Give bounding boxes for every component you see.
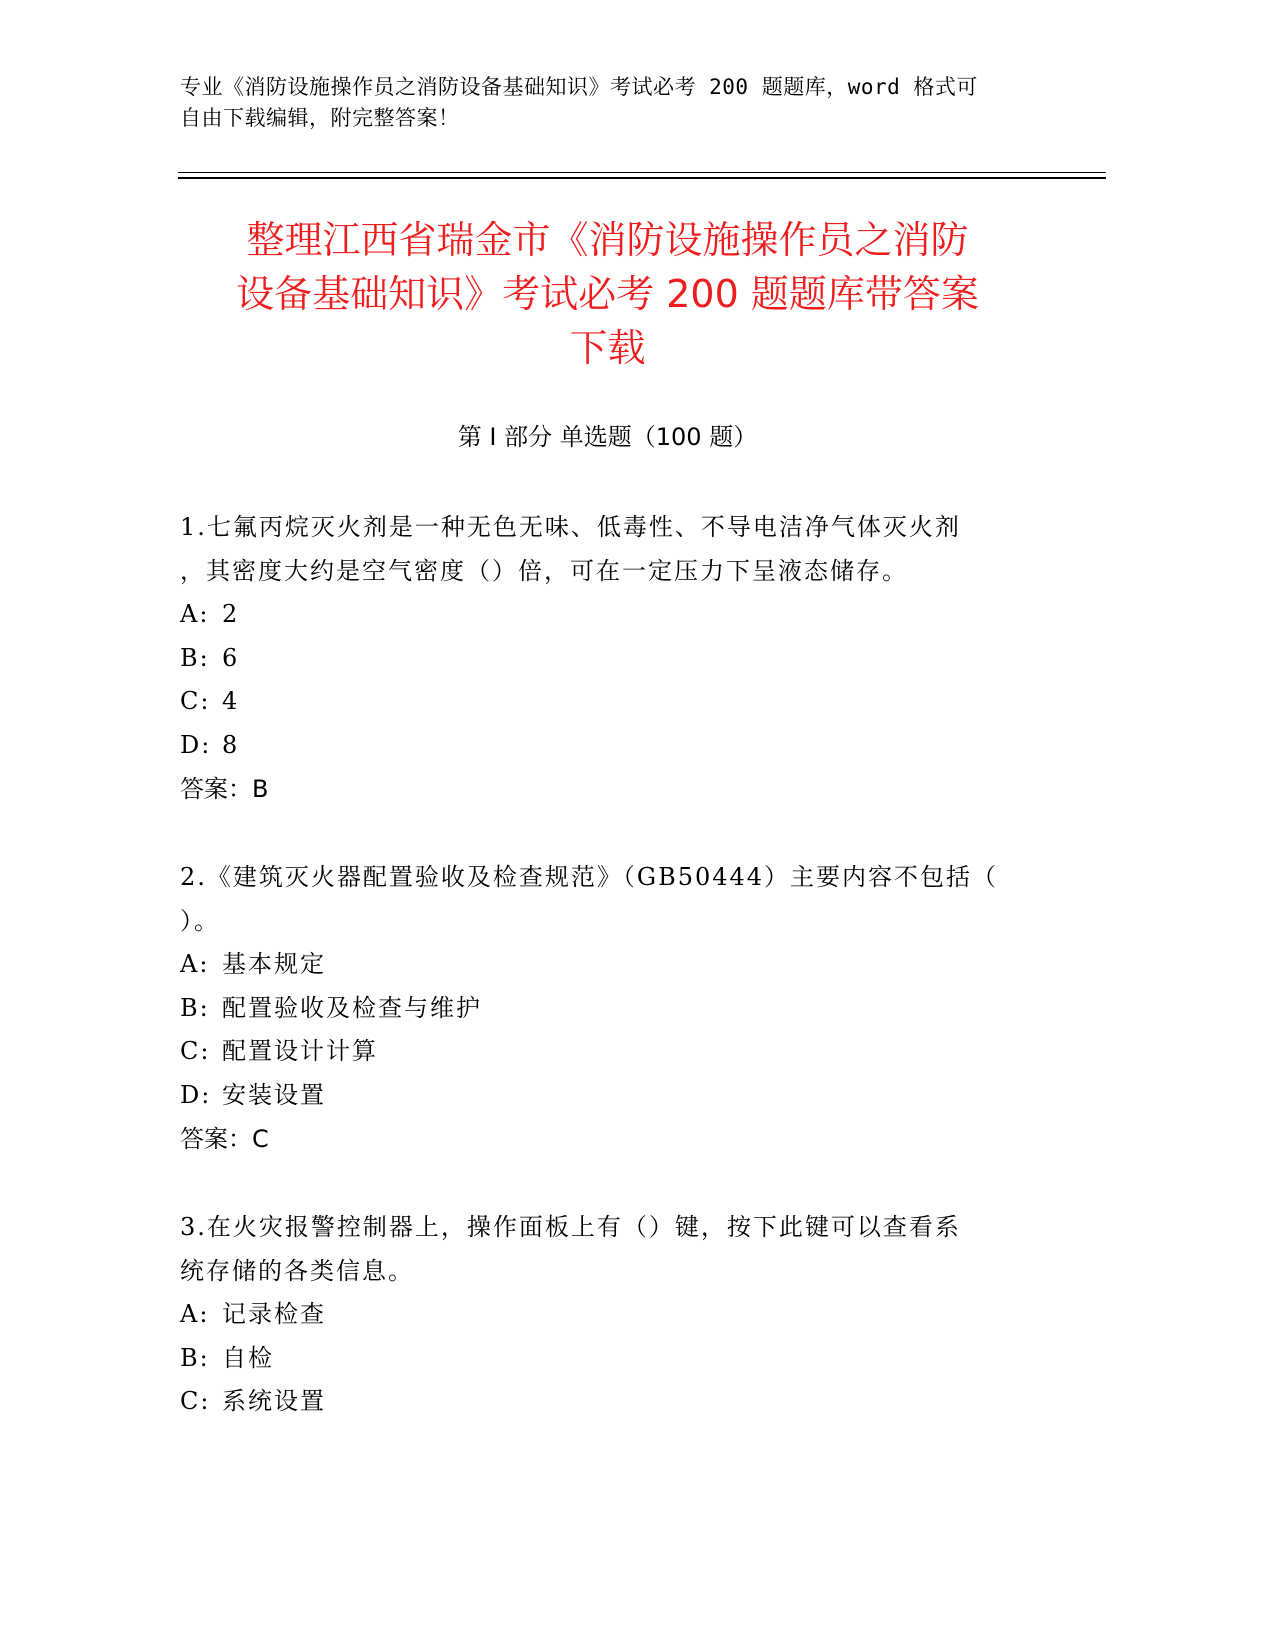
option-letter: C: (180, 1037, 211, 1065)
option-d (180, 1074, 1040, 1118)
header-divider-thick (178, 177, 1106, 179)
option-text: 配置设计计算 (222, 1037, 378, 1065)
option-c (180, 1030, 1040, 1074)
question-text-line: ）。 (180, 907, 220, 935)
option-c (180, 680, 1040, 724)
option-d (180, 724, 1040, 768)
option-text: 基本规定 (222, 950, 326, 978)
option-letter: B: (180, 993, 210, 1022)
option-a (180, 943, 1040, 987)
option-b (180, 987, 1040, 1031)
question-3 (180, 1205, 1040, 1424)
title-line-2: 设备基础知识》考试必考 200 题题库带答案 (236, 272, 979, 316)
header-note-line-1: 专业《消防设施操作员之消防设备基础知识》考试必考 200 题题库，word 格式可 (180, 75, 978, 99)
header-note (180, 72, 1040, 134)
option-a (180, 593, 1040, 637)
answer-line: 答案：C (180, 1125, 269, 1153)
option-letter: C: (180, 1387, 211, 1415)
option-text: 8 (222, 730, 240, 759)
option-text: 4 (222, 687, 240, 715)
title-line-1: 整理江西省瑞金市《消防设施操作员之消防 (246, 218, 969, 262)
option-letter: A: (180, 1300, 210, 1328)
title-line-3: 下载 (569, 326, 646, 370)
answer-line: 答案：B (180, 775, 269, 803)
option-b (180, 637, 1040, 681)
question-text-line: 3.在火灾报警控制器上，操作面板上有（）键，按下此键可以查看系 (180, 1213, 961, 1241)
option-text: 安装设置 (222, 1080, 326, 1109)
question-1 (180, 505, 1040, 811)
option-text: 记录检查 (222, 1300, 326, 1328)
question-list (180, 505, 1040, 1468)
question-text-line: 2.《建筑灭火器配置验收及检查规范》（GB50444）主要内容不包括（ (180, 863, 999, 891)
option-letter: B: (180, 643, 210, 672)
question-text-line: 统存储的各类信息。 (180, 1257, 414, 1285)
option-c (180, 1380, 1040, 1424)
header-note-line-2: 自由下载编辑，附完整答案！ (180, 106, 460, 130)
option-b (180, 1337, 1040, 1381)
question-2 (180, 855, 1040, 1161)
header-divider-thin (178, 172, 1106, 173)
question-text-line: 1.七氟丙烷灭火剂是一种无色无味、低毒性、不导电洁净气体灭火剂 (180, 513, 961, 541)
option-letter: A: (180, 950, 210, 978)
option-letter: C: (180, 687, 211, 715)
option-a (180, 1293, 1040, 1337)
option-text: 自检 (222, 1343, 274, 1372)
document-title (150, 213, 1065, 375)
option-text: 2 (222, 600, 240, 628)
option-text: 配置验收及检查与维护 (222, 993, 482, 1022)
option-text: 系统设置 (222, 1387, 326, 1415)
option-letter: D: (180, 1080, 212, 1109)
option-letter: B: (180, 1343, 210, 1372)
option-letter: D: (180, 730, 212, 759)
section-heading: 第 I 部分 单选题（100 题） (457, 423, 758, 451)
question-text-line: ，其密度大约是空气密度（）倍，可在一定压力下呈液态储存。 (180, 557, 908, 585)
option-letter: A: (180, 600, 210, 628)
option-text: 6 (222, 643, 240, 672)
